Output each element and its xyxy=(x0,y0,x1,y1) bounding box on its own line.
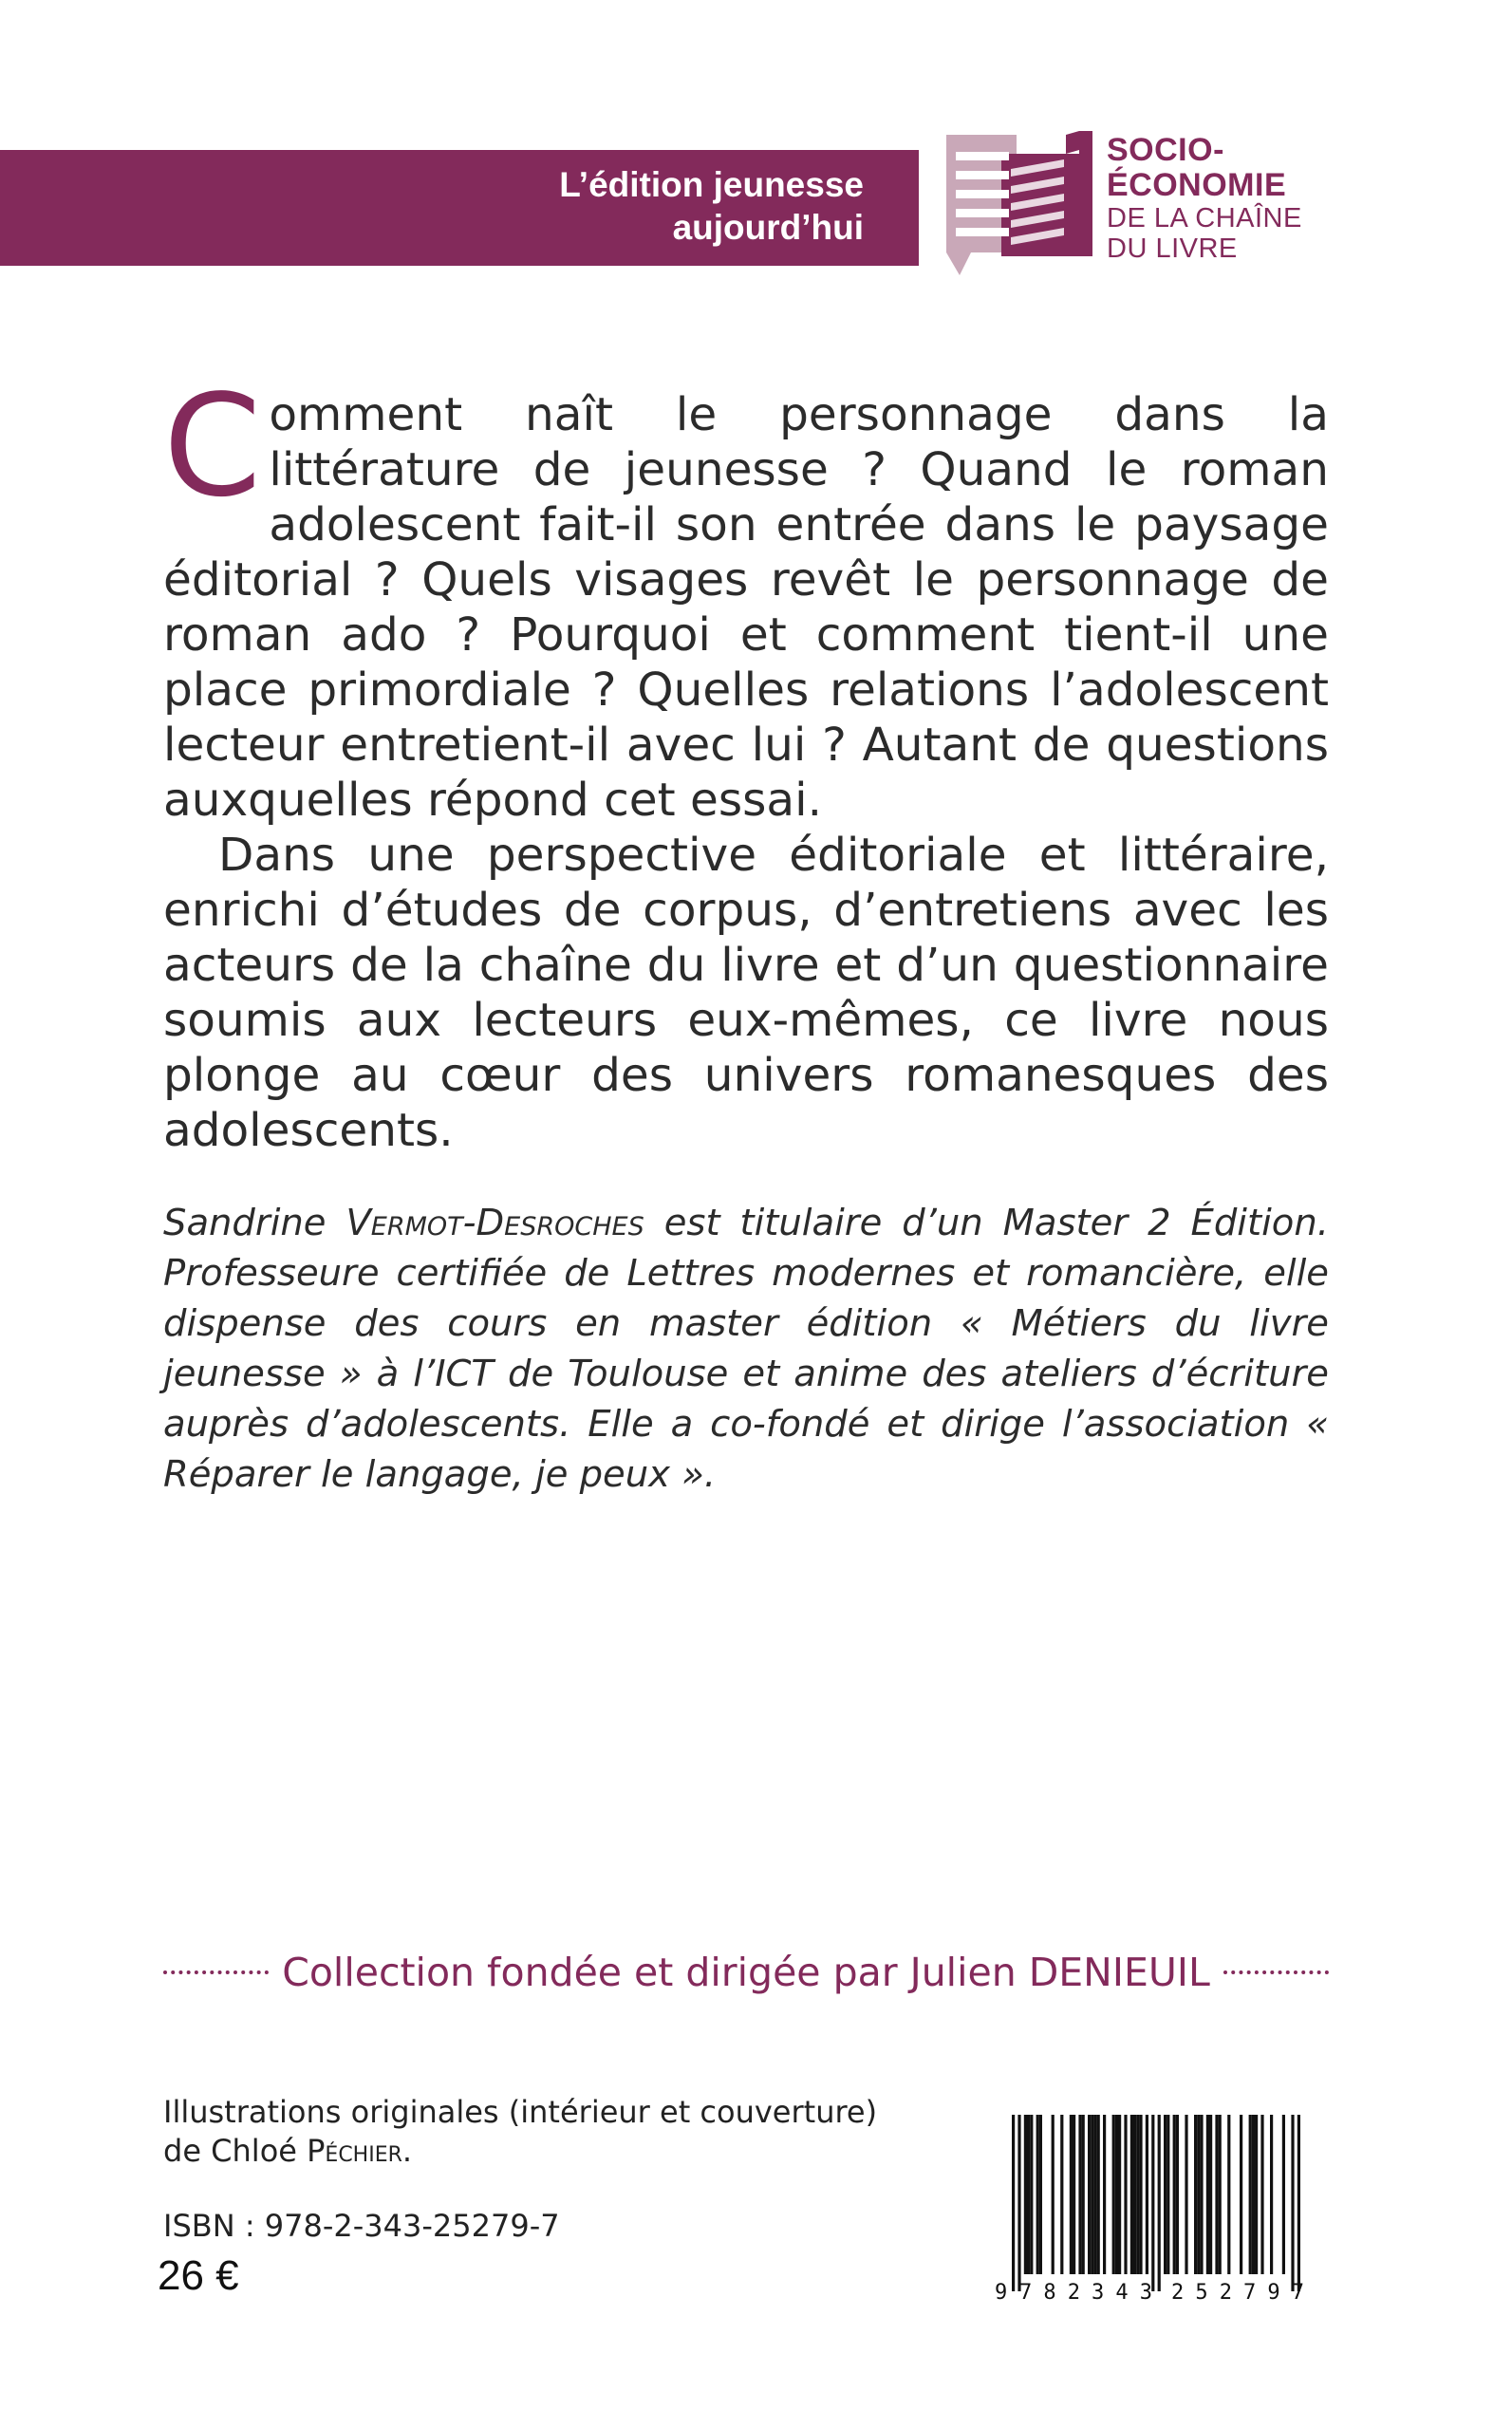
barcode-bar xyxy=(1103,2115,1106,2274)
barcode-bar xyxy=(1297,2115,1300,2291)
logo-line-socio: SOCIO- xyxy=(1107,132,1224,168)
barcode-bar xyxy=(1173,2115,1176,2274)
isbn-text: ISBN : 978-2-343-25279-7 xyxy=(163,2208,560,2244)
barcode-bar xyxy=(1082,2115,1085,2274)
logo-line-livre: DU LIVRE xyxy=(1107,233,1238,264)
barcode-bar xyxy=(1073,2115,1075,2274)
barcode-bar xyxy=(1036,2115,1039,2274)
barcode-bar xyxy=(1249,2115,1252,2274)
collection-line xyxy=(163,1944,1329,2001)
barcode-bar xyxy=(1139,2115,1142,2274)
barcode-bar xyxy=(1255,2115,1258,2274)
barcode-bar xyxy=(1206,2115,1209,2274)
barcode-bars xyxy=(1012,2115,1300,2291)
barcode-bar xyxy=(1088,2115,1091,2274)
barcode-bar xyxy=(1200,2115,1203,2274)
barcode-bar xyxy=(1039,2115,1042,2274)
barcode-bar xyxy=(1215,2115,1218,2274)
drop-cap: C xyxy=(163,364,262,528)
barcode-bar xyxy=(1130,2115,1133,2274)
ean13-barcode xyxy=(993,2115,1327,2305)
barcode-bar xyxy=(1167,2115,1169,2274)
dotted-rule-left xyxy=(163,1970,269,1974)
barcode-bar xyxy=(1024,2115,1027,2274)
barcode-bar xyxy=(1012,2115,1015,2291)
logo-line-chaine: DE LA CHAÎNE xyxy=(1107,203,1302,233)
barcode-bar xyxy=(1070,2115,1073,2274)
barcode-bar xyxy=(1194,2115,1197,2274)
barcode-bar xyxy=(1112,2115,1115,2274)
barcode-bar xyxy=(1097,2115,1100,2274)
dotted-rule-right xyxy=(1223,1970,1329,1974)
barcode-bar xyxy=(1027,2115,1030,2274)
barcode-bar xyxy=(1078,2115,1081,2274)
book-blurb xyxy=(163,364,1329,1158)
barcode-bar xyxy=(1030,2115,1033,2274)
barcode-bar xyxy=(1158,2115,1161,2291)
barcode-bar xyxy=(1017,2115,1020,2291)
series-title-line2: aujourd’hui xyxy=(672,208,864,247)
barcode-bar xyxy=(1060,2115,1063,2274)
barcode-bar xyxy=(1282,2115,1285,2274)
barcode-bar xyxy=(1093,2115,1096,2274)
barcode-bar xyxy=(1185,2115,1187,2274)
barcode-bar xyxy=(1240,2115,1242,2274)
barcode-bar xyxy=(1164,2115,1167,2274)
barcode-bar xyxy=(1291,2115,1294,2291)
collection-logo-text xyxy=(1107,133,1302,264)
barcode-bar xyxy=(1133,2115,1136,2274)
book-chat-icon xyxy=(943,131,1092,288)
barcode-bar xyxy=(1118,2115,1121,2274)
barcode-bar xyxy=(1260,2115,1263,2274)
series-band xyxy=(0,150,919,266)
barcode-bar xyxy=(1270,2115,1273,2274)
barcode-bar xyxy=(1209,2115,1212,2274)
credits-line-1: Illustrations originales (intérieur et couverture) xyxy=(163,2094,878,2130)
barcode-bar xyxy=(1252,2115,1255,2274)
blurb-paragraph-1-text: omment naît le personnage dans la littérature de jeunesse ? Quand le roman adolescent fait-il son entrée dans le paysage éditorial ? Quels visages revêt le personnage de roman ado ? Pourquoi et comment tient-il une place primordiale ? Quelles relations l’adolescent lecteur entretient-il avec lui ? Autant de questions auxquelles répond cet essai. xyxy=(163,388,1329,827)
barcode-bar xyxy=(1136,2115,1139,2274)
credits-line-2 xyxy=(163,2132,877,2171)
author-bio-text: est titulaire d’un Master 2 Édition. Professeure certifiée de Lettres modernes et romancière, elle dispense des cours en master édition « Métiers du livre jeunesse » à l’ICT de Toulouse et anime des ateliers d’écriture auprès d’adolescents. Elle a co-fondé et dirige l’association « Réparer le langage, je peux ». xyxy=(163,1202,1329,1496)
author-last-name: Vermot-Desroches xyxy=(345,1202,644,1244)
barcode-bar xyxy=(1052,2115,1055,2274)
barcode-left-digits: 782343 xyxy=(1019,2281,1152,2305)
illustration-credits xyxy=(163,2093,877,2171)
barcode-first-digit: 9 xyxy=(995,2281,1008,2305)
series-title-line1: L’édition jeunesse xyxy=(559,165,864,204)
author-first-name: Sandrine xyxy=(163,1202,327,1244)
barcode-bar xyxy=(1151,2115,1154,2291)
barcode-bar xyxy=(1197,2115,1200,2274)
price-text: 26 € xyxy=(158,2252,239,2299)
barcode-bar xyxy=(1115,2115,1118,2274)
barcode-bar xyxy=(1146,2115,1148,2274)
barcode-right-digits: 252797 xyxy=(1171,2281,1304,2305)
series-title xyxy=(559,163,864,249)
barcode-bar xyxy=(1176,2115,1179,2274)
collection-text: Collection fondée et dirigée par Julien DENIEUIL xyxy=(282,1950,1210,1995)
barcode-bar xyxy=(1227,2115,1230,2274)
blurb-paragraph-2: Dans une perspective éditoriale et littéraire, enrichi d’études de corpus, d’entretiens avec les acteurs de la chaîne du livre et d’un questionnaire soumis aux lecteurs eux-mêmes, ce livre nous plonge au cœur des univers romanesques des adolescents. xyxy=(163,829,1329,1157)
credits-prefix: de Chloé xyxy=(163,2133,308,2169)
credits-suffix: . xyxy=(401,2133,413,2169)
barcode-bar xyxy=(1091,2115,1093,2274)
barcode-bar xyxy=(1219,2115,1222,2274)
author-bio xyxy=(163,1198,1329,1500)
illustrator-surname: Péchier xyxy=(307,2133,402,2169)
barcode-bar xyxy=(1124,2115,1127,2274)
logo-line-economie: ÉCONOMIE xyxy=(1107,167,1287,203)
blurb-paragraph-1 xyxy=(163,364,1329,828)
